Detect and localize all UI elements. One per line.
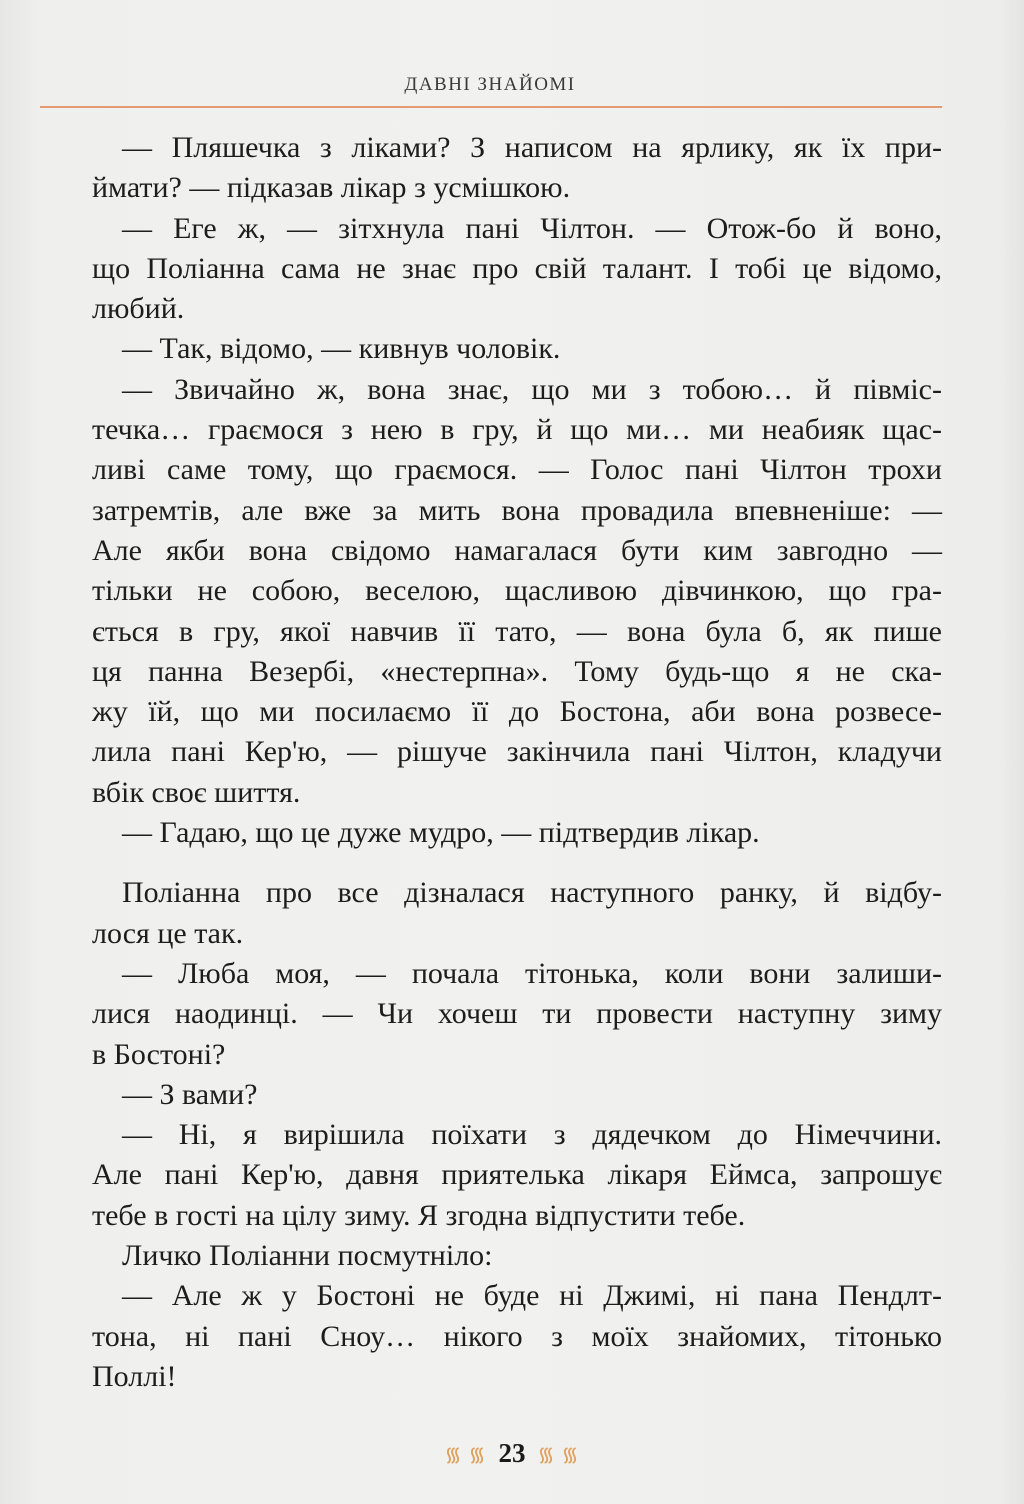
text-line: ливі саме тому, що граємося. — Голос пані Чілтон трохи	[92, 453, 942, 487]
text-line: тільки не собою, веселою, щасливою дівчинкою, що гра-	[92, 574, 942, 608]
text-line: — Так, відомо, — кивнув чоловік.	[122, 332, 561, 366]
text-line: ймати? — підказав лікар з усмішкою.	[92, 171, 571, 205]
text-line: — Пляшечка з ліками? З написом на ярлику, як їх при-	[122, 131, 942, 164]
text-line: що Поліанна сама не знає про свій талант. І тобі це відомо,	[92, 251, 942, 285]
page-number: 23	[498, 1438, 526, 1468]
text-line: лося це так.	[92, 916, 244, 950]
text-line: — З вами?	[122, 1077, 258, 1111]
text-line: — Звичайно ж, вона знає, що ми з тобою… й півміс-	[122, 372, 942, 406]
text-line: ця панна Везербі, «нестерпна». Тому будь-що я не ска-	[92, 654, 942, 688]
text-line: жу їй, що ми посилаємо її до Бостона, аби вона розвесе-	[92, 695, 942, 729]
text-line: лися наодинці. — Чи хочеш ти провести наступну зиму	[92, 997, 942, 1031]
text-line: Але пані Кер'ю, давня приятелька лікаря Еймса, запрошує	[92, 1158, 942, 1192]
text-line: ється в гру, якої навчив її тато, — вона була б, як пише	[92, 614, 942, 648]
header-rule	[40, 106, 942, 108]
running-header: ДАВНІ ЗНАЙОМІ	[404, 74, 576, 95]
body-text	[92, 128, 942, 1397]
text-line: вбік своє шиття.	[92, 775, 301, 809]
text-line: в Бостоні?	[92, 1037, 226, 1071]
section-break	[92, 853, 942, 873]
text-line: тона, ні пані Сноу… нікого з моїх знайомих, тітонько	[92, 1319, 942, 1353]
text-line: — Але ж у Бостоні не буде ні Джимі, ні пана Пендлт-	[122, 1279, 942, 1313]
text-line: — Ні, я вирішила поїхати з дядечком до Німеччини.	[122, 1118, 942, 1152]
text-line: Але якби вона свідомо намагалася бути ким завгодно —	[92, 533, 942, 567]
text-line: затремтів, але вже за мить вона провадила впевненіше: —	[92, 493, 942, 527]
text-line: — Гадаю, що це дуже мудро, — підтвердив лікар.	[122, 816, 760, 850]
text-line: Поліанна про все дізналася наступного ранку, й відбу-	[122, 876, 942, 910]
text-line: любий.	[92, 292, 185, 326]
text-line: тебе в гості на цілу зиму. Я згодна відпустити тебе.	[92, 1198, 746, 1232]
text-line: лила пані Кер'ю, — рішуче закінчила пані Чілтон, кладучи	[92, 735, 942, 769]
text-line: — Еге ж, — зітхнула пані Чілтон. — Отож-бо й воно,	[122, 211, 942, 245]
text-line: Личко Поліанни посмутніло:	[122, 1239, 493, 1273]
ornament-left-icon: ᯾ ᯾	[444, 1444, 487, 1466]
text-line: Поллі!	[92, 1359, 177, 1393]
ornament-right-icon: ᯾ ᯾	[537, 1444, 580, 1466]
page-footer	[0, 1438, 1024, 1469]
text-line: — Люба моя, — почала тітонька, коли вони залиши-	[122, 956, 942, 990]
text-line: течка… граємося з нею в гру, й що ми… ми неабияк щас-	[92, 413, 942, 447]
